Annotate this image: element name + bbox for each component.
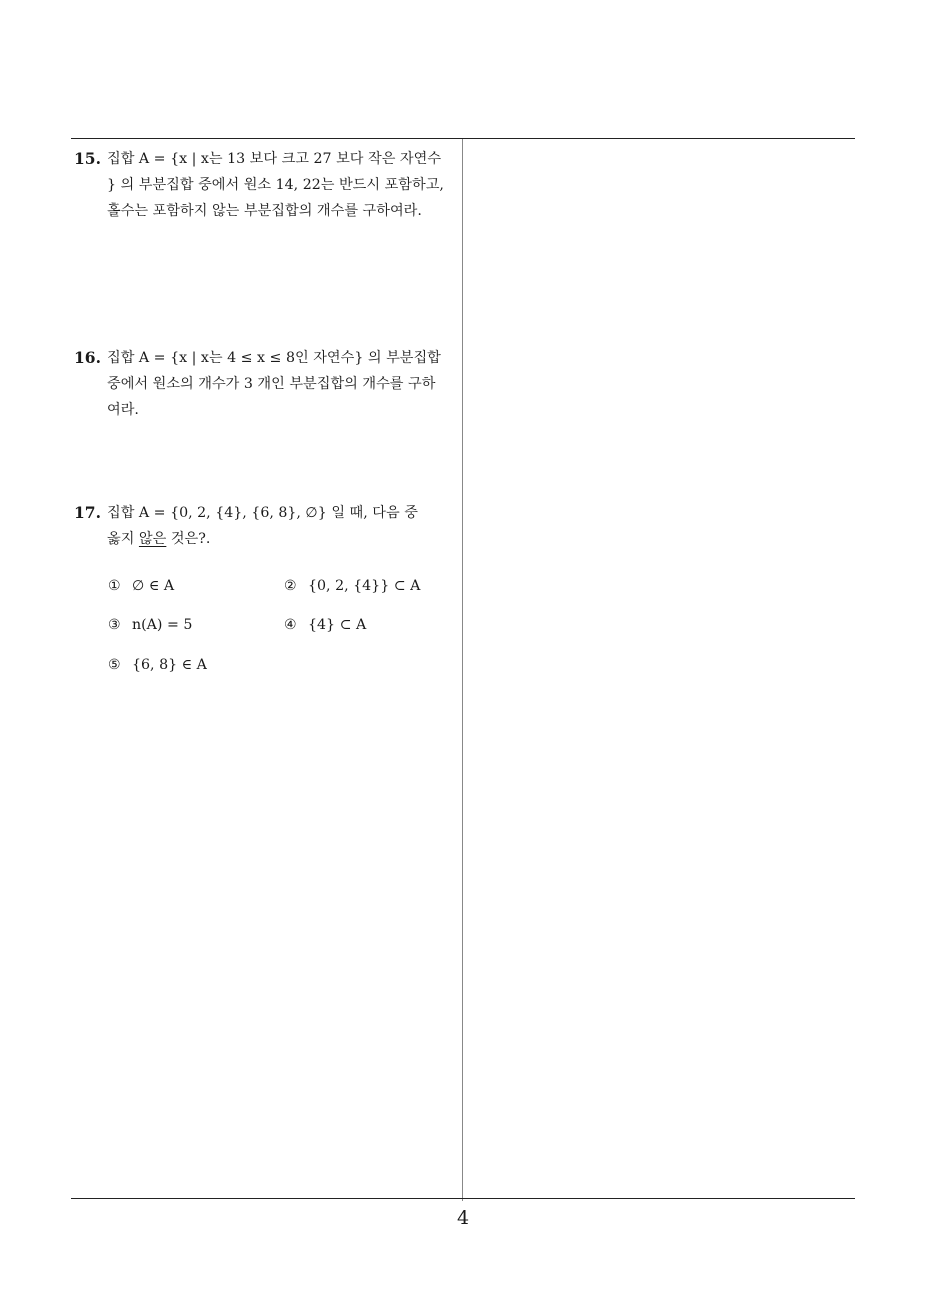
choice-4[interactable] [284, 617, 366, 633]
choice-3[interactable] [108, 617, 192, 633]
footer-rule [71, 1198, 855, 1199]
choice-5[interactable] [108, 657, 207, 673]
question-text-line: 집합 A = {0, 2, {4}, {6, 8}, ∅} 일 때, 다음 중 [107, 505, 418, 521]
question-text-fragment: 것은?. [166, 531, 211, 547]
choice-marker: ③ [108, 617, 121, 633]
question-17 [74, 500, 456, 552]
choice-marker: ① [108, 578, 121, 594]
question-16 [74, 345, 456, 423]
question-number: 15. [74, 149, 101, 168]
choice-marker: ⑤ [108, 657, 121, 673]
question-text-line [74, 526, 456, 552]
question-15 [74, 146, 456, 224]
question-text-line: 홀수는 포함하지 않는 부분집합의 개수를 구하여라. [107, 203, 422, 219]
question-text-line: 여라. [107, 402, 139, 418]
question-text-line: } 의 부분집합 중에서 원소 14, 22는 반드시 포함하고, [107, 177, 444, 193]
choice-text: n(A) = 5 [132, 617, 193, 633]
choice-1[interactable] [108, 578, 174, 594]
choice-marker: ② [284, 578, 297, 594]
choice-text: {6, 8} ∈ A [132, 657, 207, 673]
question-number: 16. [74, 348, 101, 367]
underlined-keyword: 않은 [138, 531, 167, 547]
choice-text: {4} ⊂ A [308, 617, 367, 633]
choice-2[interactable] [284, 578, 420, 594]
page-number: 4 [456, 1207, 470, 1229]
column-divider [462, 139, 463, 1201]
question-text-line: 집합 A = {x | x는 13 보다 크고 27 보다 작은 자연수 [107, 151, 442, 167]
header-rule [71, 138, 855, 139]
choice-text: {0, 2, {4}} ⊂ A [308, 578, 421, 594]
question-number: 17. [74, 503, 101, 522]
question-text-line: 중에서 원소의 개수가 3 개인 부분집합의 개수를 구하 [107, 376, 436, 392]
question-text-fragment: 옳지 [107, 531, 139, 547]
choice-marker: ④ [284, 617, 297, 633]
choice-text: ∅ ∈ A [132, 578, 175, 594]
question-text-line: 집합 A = {x | x는 4 ≤ x ≤ 8인 자연수} 의 부분집합 [107, 350, 441, 366]
